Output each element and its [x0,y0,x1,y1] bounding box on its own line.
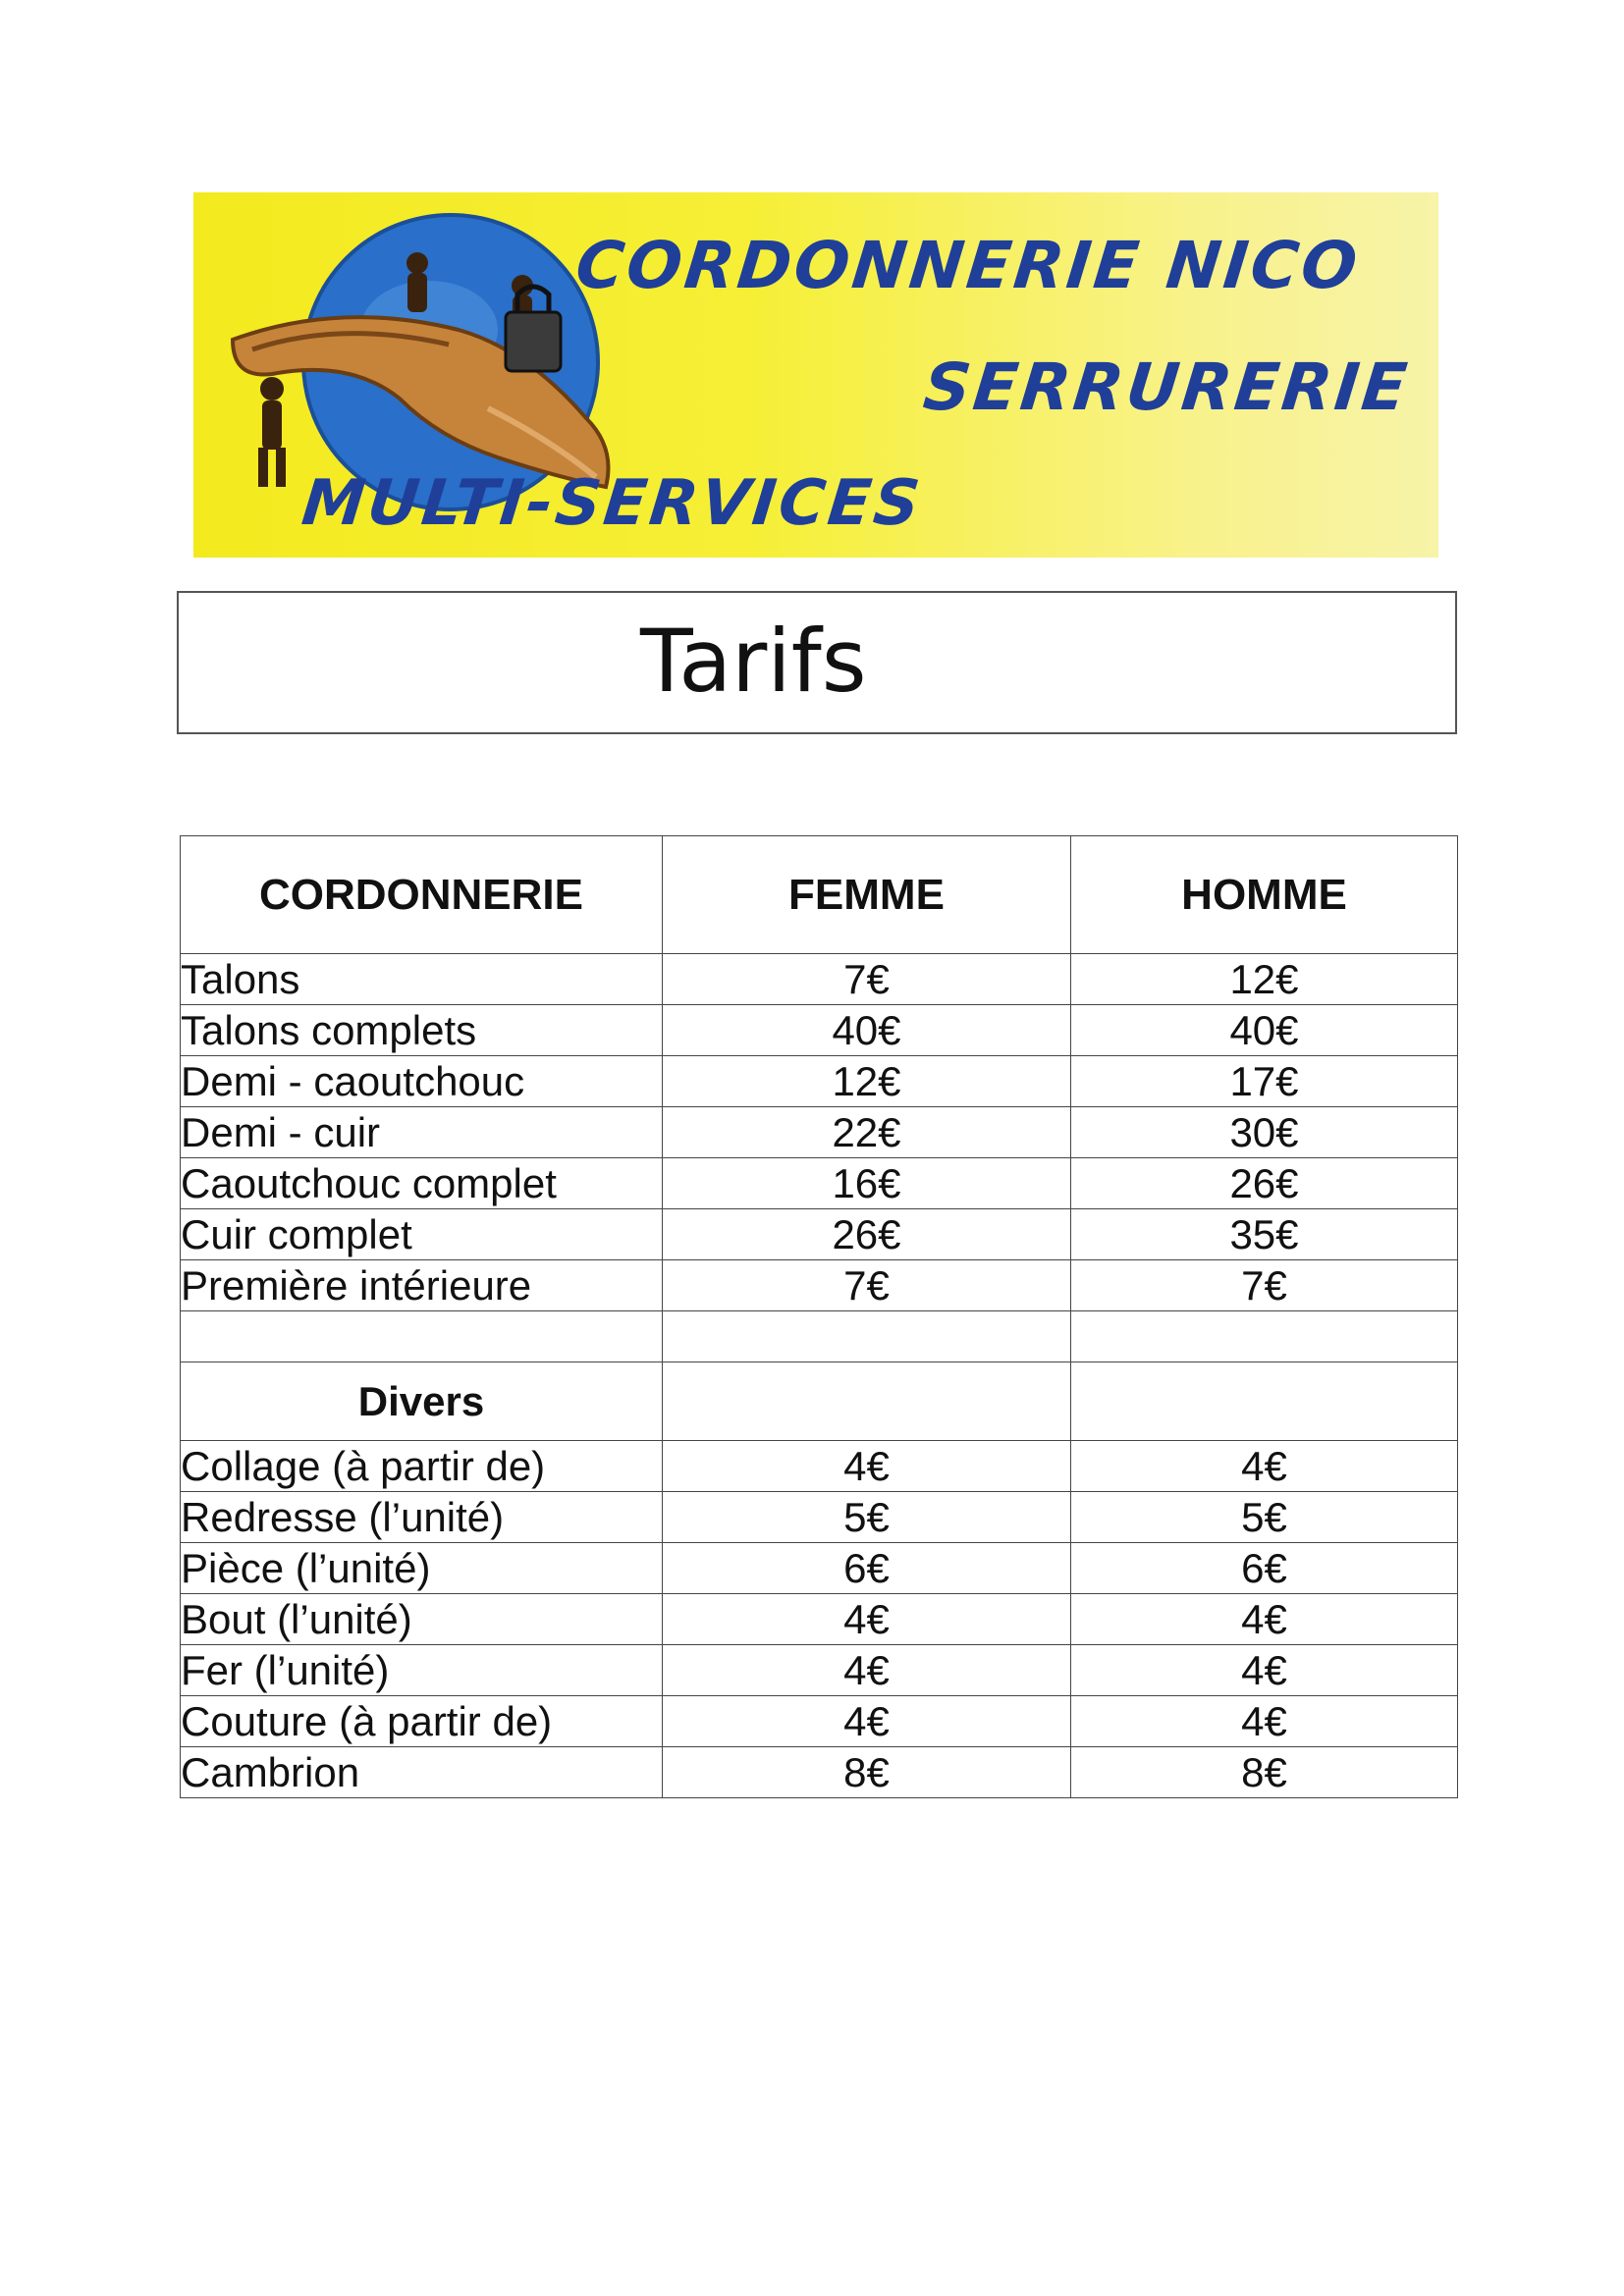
table-row [181,1543,1458,1594]
table-row [181,1056,1458,1107]
service-label: Demi - cuir [181,1107,663,1158]
price-femme: 12€ [663,1056,1071,1107]
table-row [181,1696,1458,1747]
service-label: Pièce (l’unité) [181,1543,663,1594]
empty-cell [1071,1362,1458,1441]
price-homme: 30€ [1071,1107,1458,1158]
table-row [181,1441,1458,1492]
table-row [181,954,1458,1005]
price-femme: 5€ [663,1492,1071,1543]
service-label: Fer (l’unité) [181,1645,663,1696]
price-homme: 4€ [1071,1696,1458,1747]
price-homme: 4€ [1071,1441,1458,1492]
table-row [181,1747,1458,1798]
service-label: Demi - caoutchouc [181,1056,663,1107]
section-row-divers [181,1362,1458,1441]
service-label: Cuir complet [181,1209,663,1260]
price-femme: 4€ [663,1645,1071,1696]
price-femme: 4€ [663,1696,1071,1747]
table-row [181,1005,1458,1056]
service-label: Collage (à partir de) [181,1441,663,1492]
price-femme: 7€ [663,954,1071,1005]
empty-cell [663,1362,1071,1441]
price-homme: 4€ [1071,1594,1458,1645]
page-title: Tarifs [640,611,867,712]
table-row [181,1594,1458,1645]
header-homme: HOMME [1071,836,1458,954]
empty-cell [663,1311,1071,1362]
header-cordonnerie: CORDONNERIE [181,836,663,954]
table-row [181,1645,1458,1696]
service-label: Cambrion [181,1747,663,1798]
service-label: Caoutchouc complet [181,1158,663,1209]
price-homme: 35€ [1071,1209,1458,1260]
brand-name: CORDONNERIE NICO [571,228,1364,303]
header-femme: FEMME [663,836,1071,954]
price-homme: 8€ [1071,1747,1458,1798]
price-femme: 22€ [663,1107,1071,1158]
service-label: Talons [181,954,663,1005]
table-row [181,1158,1458,1209]
service-label: Redresse (l’unité) [181,1492,663,1543]
brand-serrurerie: SERRURERIE [919,349,1414,425]
price-homme: 17€ [1071,1056,1458,1107]
price-homme: 4€ [1071,1645,1458,1696]
price-homme: 7€ [1071,1260,1458,1311]
title-box [177,591,1457,734]
price-homme: 12€ [1071,954,1458,1005]
price-femme: 4€ [663,1441,1071,1492]
table-row [181,1260,1458,1311]
price-femme: 7€ [663,1260,1071,1311]
price-femme: 40€ [663,1005,1071,1056]
price-femme: 4€ [663,1594,1071,1645]
service-label: Couture (à partir de) [181,1696,663,1747]
service-label: Première intérieure [181,1260,663,1311]
table-row [181,1209,1458,1260]
price-femme: 16€ [663,1158,1071,1209]
empty-cell [181,1311,663,1362]
price-femme: 8€ [663,1747,1071,1798]
price-femme: 26€ [663,1209,1071,1260]
service-label: Bout (l’unité) [181,1594,663,1645]
price-femme: 6€ [663,1543,1071,1594]
table-header-row [181,836,1458,954]
price-homme: 40€ [1071,1005,1458,1056]
logo-banner [193,192,1438,558]
table-row [181,1107,1458,1158]
price-table [180,835,1458,1798]
empty-row [181,1311,1458,1362]
price-homme: 6€ [1071,1543,1458,1594]
price-homme: 5€ [1071,1492,1458,1543]
section-label: Divers [181,1362,663,1441]
brand-multi-services: MULTI-SERVICES [298,467,926,540]
service-label: Talons complets [181,1005,663,1056]
empty-cell [1071,1311,1458,1362]
price-homme: 26€ [1071,1158,1458,1209]
table-row [181,1492,1458,1543]
